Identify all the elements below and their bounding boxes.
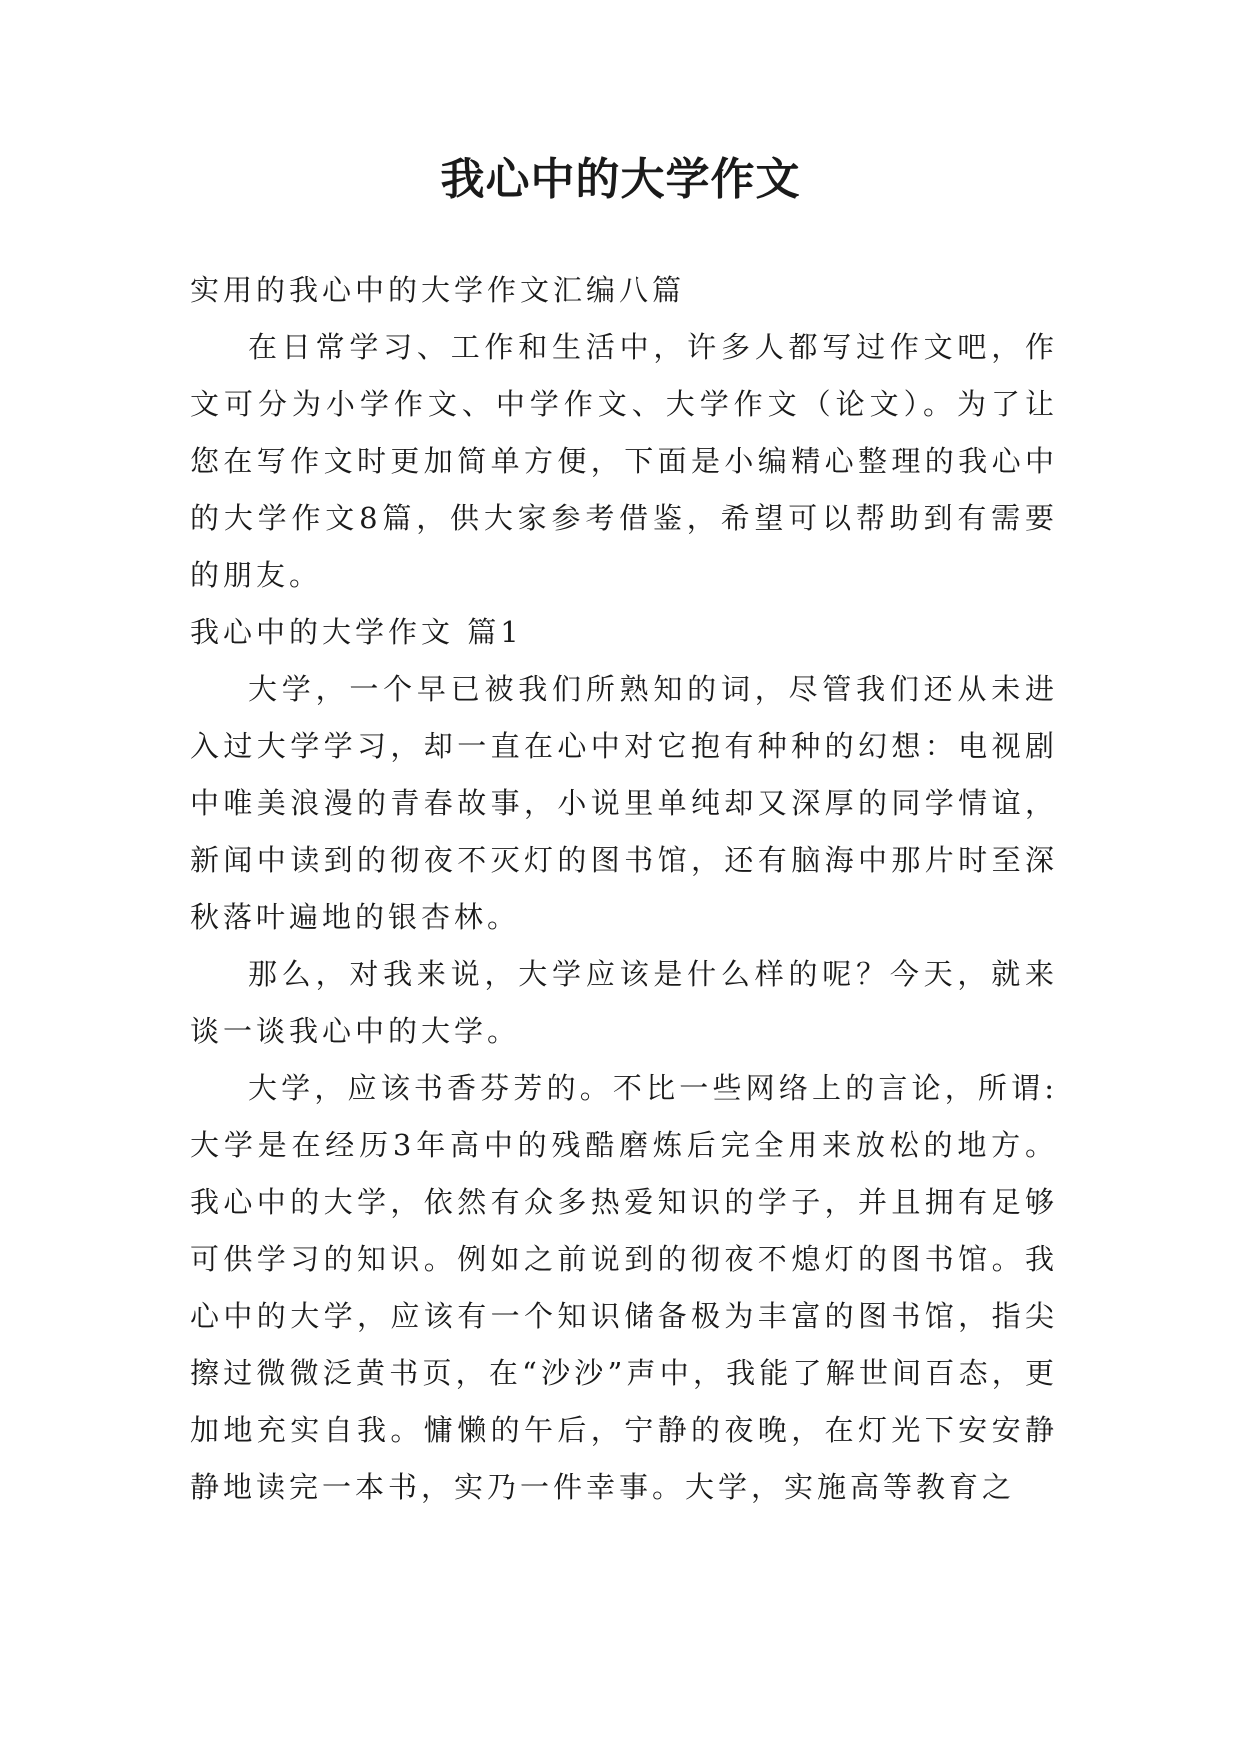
body-paragraph: 大学，应该书香芬芳的。不比一些网络上的言论，所谓:大学是在经历3年高中的残酷磨炼后完全用来放松的地方。我心中的大学，依然有众多热爱知识的学子，并且拥有足够可供学习的知识。例如之前说到的彻夜不熄灯的图书馆。我心中的大学，应该有一个知识储备极为丰富的图书馆，指尖擦过微微泛黄书页，在“沙沙”声中，我能了解世间百态，更加地充实自我。慵懒的午后，宁静的夜晚，在灯光下安安静静地读完一本书，实乃一件幸事。大学，实施高等教育之 bbox=[190, 1071, 1058, 1504]
body-paragraph: 那么，对我来说，大学应该是什么样的呢？今天，就来谈一谈我心中的大学。 bbox=[190, 957, 1058, 1048]
body-paragraph: 大学，一个早已被我们所熟知的词，尽管我们还从未进入过大学学习，却一直在心中对它抱有种种的幻想：电视剧中唯美浪漫的青春故事，小说里单纯却又深厚的同学情谊，新闻中读到的彻夜不灭灯的图书馆，还有脑海中那片时至深秋落叶遍地的银杏林。 bbox=[190, 672, 1058, 934]
document-body bbox=[190, 262, 1058, 1516]
document-title: 我心中的大学作文 bbox=[440, 154, 801, 205]
section-heading: 我心中的大学作文 篇1 bbox=[190, 615, 523, 649]
intro-paragraph: 在日常学习、工作和生活中，许多人都写过作文吧，作文可分为小学作文、中学作文、大学作文（论文）。为了让您在写作文时更加简单方便，下面是小编精心整理的我心中的大学作文8篇，供大家参考借鉴，希望可以帮助到有需要的朋友。 bbox=[190, 330, 1058, 592]
document-subtitle: 实用的我心中的大学作文汇编八篇 bbox=[190, 273, 686, 307]
